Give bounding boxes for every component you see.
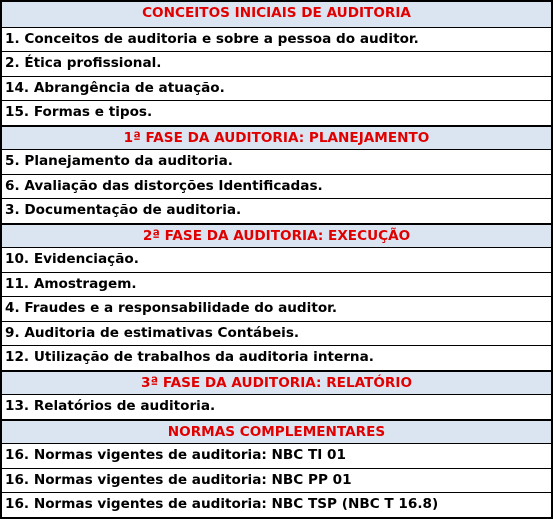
section-header-normas-complementares: NORMAS COMPLEMENTARES <box>2 419 551 444</box>
list-item: 1. Conceitos de auditoria e sobre a pessoa do auditor. <box>2 27 551 52</box>
list-item: 3. Documentação de auditoria. <box>2 198 551 223</box>
list-item: 5. Planejamento da auditoria. <box>2 149 551 174</box>
section-header-execucao: 2ª FASE DA AUDITORIA: EXECUÇÃO <box>2 223 551 248</box>
list-item: 2. Ética profissional. <box>2 51 551 76</box>
list-item: 15. Formas e tipos. <box>2 100 551 125</box>
list-item: 12. Utilização de trabalhos da auditoria interna. <box>2 345 551 370</box>
list-item: 16. Normas vigentes de auditoria: NBC TI 01 <box>2 443 551 468</box>
list-item: 16. Normas vigentes de auditoria: NBC PP 01 <box>2 468 551 493</box>
list-item: 16. Normas vigentes de auditoria: NBC TSP (NBC T 16.8) <box>2 492 551 517</box>
list-item: 13. Relatórios de auditoria. <box>2 394 551 419</box>
list-item: 4. Fraudes e a responsabilidade do auditor. <box>2 296 551 321</box>
section-header-planejamento: 1ª FASE DA AUDITORIA: PLANEJAMENTO <box>2 125 551 150</box>
list-item: 11. Amostragem. <box>2 272 551 297</box>
section-header-relatorio: 3ª FASE DA AUDITORIA: RELATÓRIO <box>2 370 551 395</box>
list-item: 14. Abrangência de atuação. <box>2 76 551 101</box>
section-header-conceitos-iniciais: CONCEITOS INICIAIS DE AUDITORIA <box>2 2 551 27</box>
list-item: 10. Evidenciação. <box>2 247 551 272</box>
list-item: 6. Avaliação das distorções Identificadas. <box>2 174 551 199</box>
list-item: 9. Auditoria de estimativas Contábeis. <box>2 321 551 346</box>
